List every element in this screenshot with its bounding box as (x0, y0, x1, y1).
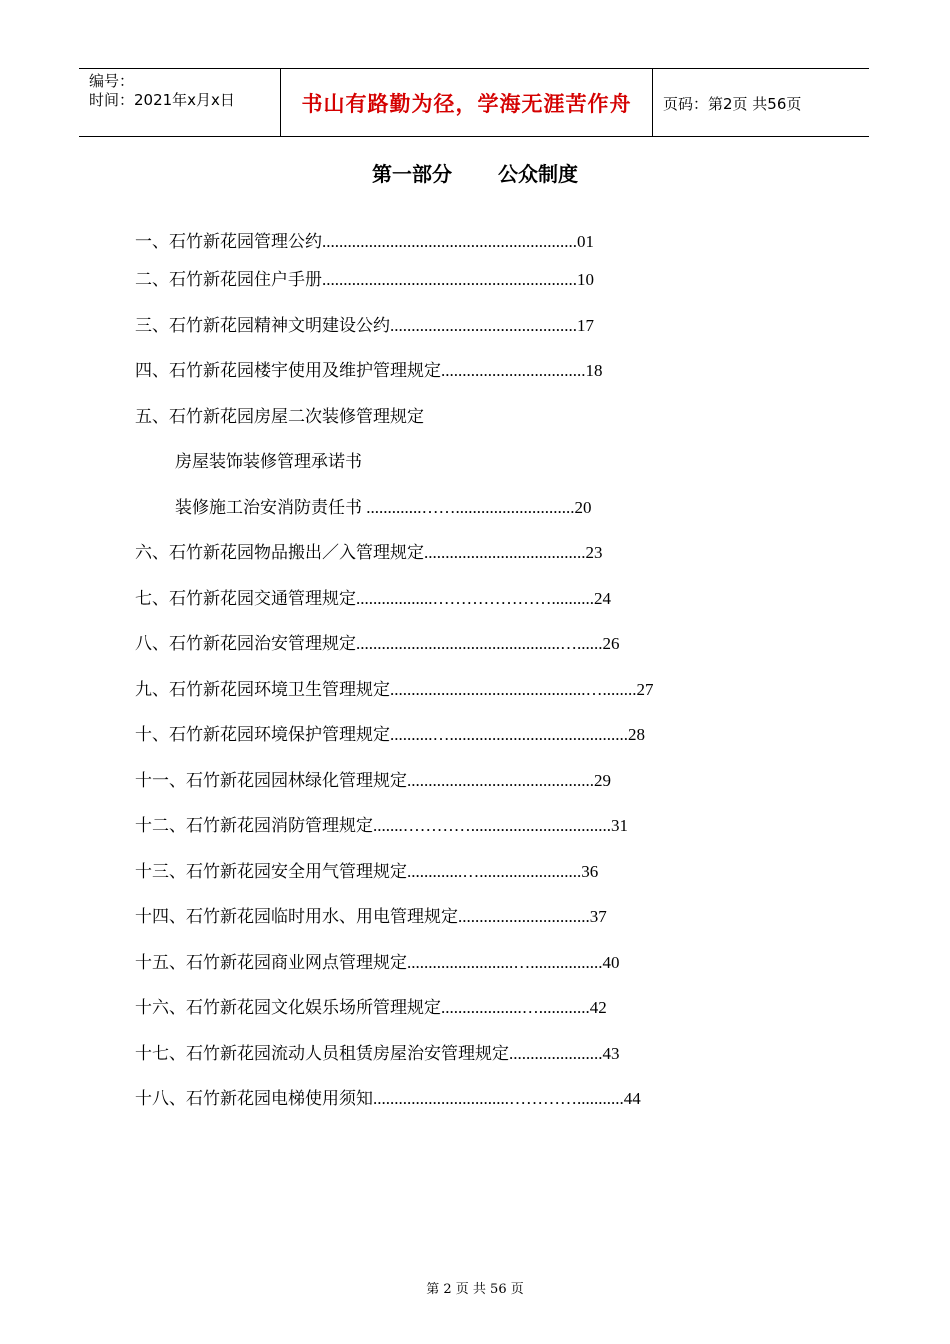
toc-entry-title: 七、石竹新花园交通管理规定 (135, 589, 356, 609)
toc-entry-page: 18 (585, 361, 603, 380)
toc-entry[interactable] (135, 858, 598, 886)
toc-entry-page: 26 (602, 634, 620, 653)
toc-entry[interactable] (175, 448, 362, 476)
toc-entry[interactable] (135, 903, 607, 931)
toc-entry-title: 十、石竹新花园环境保护管理规定 (135, 725, 390, 745)
toc-entry-leader: .................................. (441, 361, 586, 380)
toc-entry[interactable] (135, 1085, 641, 1113)
toc-entry-leader: ............................................................ (322, 232, 577, 251)
toc-entry-leader: .......…………................................. (373, 816, 611, 835)
toc-entry[interactable] (135, 767, 611, 795)
toc-entry-leader: ................................…………........... (373, 1089, 624, 1108)
toc-entry-leader: .............……............................ (362, 498, 575, 517)
toc-entry-leader: .........................…................. (407, 953, 603, 972)
time-label: 时间：2021年x月x日 (89, 91, 235, 109)
toc-entry-page: 43 (602, 1044, 620, 1063)
toc-entry-title: 装修施工治安消防责任书 (175, 498, 362, 518)
toc-entry-page: 28 (628, 725, 645, 744)
toc-entry-leader: ............................................................ (322, 270, 577, 289)
toc-entry[interactable] (135, 676, 654, 704)
toc-entry-page: 17 (577, 316, 594, 335)
toc-entry[interactable] (135, 585, 611, 613)
toc-entry[interactable] (135, 949, 620, 977)
toc-entry-page: 29 (594, 771, 611, 790)
toc-entry-leader: ............................... (458, 907, 590, 926)
toc-entry[interactable] (135, 630, 620, 658)
toc-entry-leader: ..............................................…........ (390, 680, 637, 699)
toc-entry-title: 八、石竹新花园治安管理规定 (135, 634, 356, 654)
title-name: 公众制度 (498, 162, 578, 186)
toc-entry-leader: ............................................ (390, 316, 577, 335)
number-label: 编号： (89, 72, 135, 90)
toc-entry-page: 36 (581, 862, 599, 881)
toc-entry-page: 10 (577, 270, 594, 289)
toc-entry-title: 十一、石竹新花园园林绿化管理规定 (135, 771, 407, 791)
toc-entry-title: 十八、石竹新花园电梯使用须知 (135, 1089, 373, 1109)
toc-entry-page: 31 (611, 816, 628, 835)
toc-entry[interactable] (135, 539, 603, 567)
toc-entry-page: 24 (594, 589, 611, 608)
toc-entry-leader: ...................................... (424, 543, 586, 562)
toc-entry-title: 三、石竹新花园精神文明建设公约 (135, 316, 390, 336)
toc-entry[interactable] (135, 312, 594, 340)
toc-entry-leader: ..................………………….......... (356, 589, 594, 608)
toc-entry-page: 01 (577, 232, 594, 251)
toc-entry-title: 九、石竹新花园环境卫生管理规定 (135, 680, 390, 700)
toc-entry[interactable] (135, 1040, 620, 1068)
toc-entry-leader: ...................... (509, 1044, 603, 1063)
toc-entry[interactable] (135, 403, 424, 431)
title-part: 第一部分 (372, 162, 452, 186)
toc-entry-page: 27 (636, 680, 654, 699)
toc-entry-title: 五、石竹新花园房屋二次装修管理规定 (135, 407, 424, 427)
toc-entry-title: 十三、石竹新花园安全用气管理规定 (135, 862, 407, 882)
page-footer: 第 2 页 共 56 页 (426, 1282, 524, 1297)
toc-entry-title: 房屋装饰装修管理承诺书 (175, 452, 362, 472)
toc-entry[interactable] (135, 812, 628, 840)
toc-entry-title: 十四、石竹新花园临时用水、用电管理规定 (135, 907, 458, 927)
toc-entry-page: 37 (589, 907, 607, 926)
toc-entry-leader: ..........….......................................... (390, 725, 628, 744)
toc-entry[interactable] (135, 357, 603, 385)
toc-entry-title: 十六、石竹新花园文化娱乐场所管理规定 (135, 998, 441, 1018)
toc-entry[interactable] (135, 228, 594, 256)
header-motto: 书山有路勤为径，学海无涯苦作舟 (280, 69, 653, 136)
header-page-info: 页码：第2页 共56页 (663, 95, 802, 113)
header-meta (79, 69, 280, 136)
toc-entry-title: 十七、石竹新花园流动人员租赁房屋治安管理规定 (135, 1044, 509, 1064)
toc-entry-title: 二、石竹新花园住户手册 (135, 270, 322, 290)
toc-entry-page: 40 (602, 953, 620, 972)
toc-entry-page: 20 (574, 498, 592, 517)
toc-entry-page: 44 (623, 1089, 641, 1108)
toc-entry[interactable] (135, 994, 607, 1022)
toc-entry-title: 六、石竹新花园物品搬出／入管理规定 (135, 543, 424, 563)
toc-entry-leader: ............................................ (407, 771, 594, 790)
section-title (0, 158, 950, 187)
toc-entry-title: 一、石竹新花园管理公约 (135, 232, 322, 252)
toc-entry-leader: ...................…............ (441, 998, 590, 1017)
toc-entry[interactable] (175, 494, 592, 522)
toc-entry-title: 四、石竹新花园楼宇使用及维护管理规定 (135, 361, 441, 381)
toc-entry[interactable] (135, 721, 645, 749)
toc-entry-title: 十五、石竹新花园商业网点管理规定 (135, 953, 407, 973)
toc-entry[interactable] (135, 266, 594, 294)
toc-entry-page: 42 (589, 998, 607, 1017)
toc-entry-leader: ................................................…...... (356, 634, 603, 653)
toc-entry-leader: .............…........................ (407, 862, 582, 881)
page-header (79, 68, 869, 137)
toc-entry-title: 十二、石竹新花园消防管理规定 (135, 816, 373, 836)
toc-entry-page: 23 (585, 543, 603, 562)
